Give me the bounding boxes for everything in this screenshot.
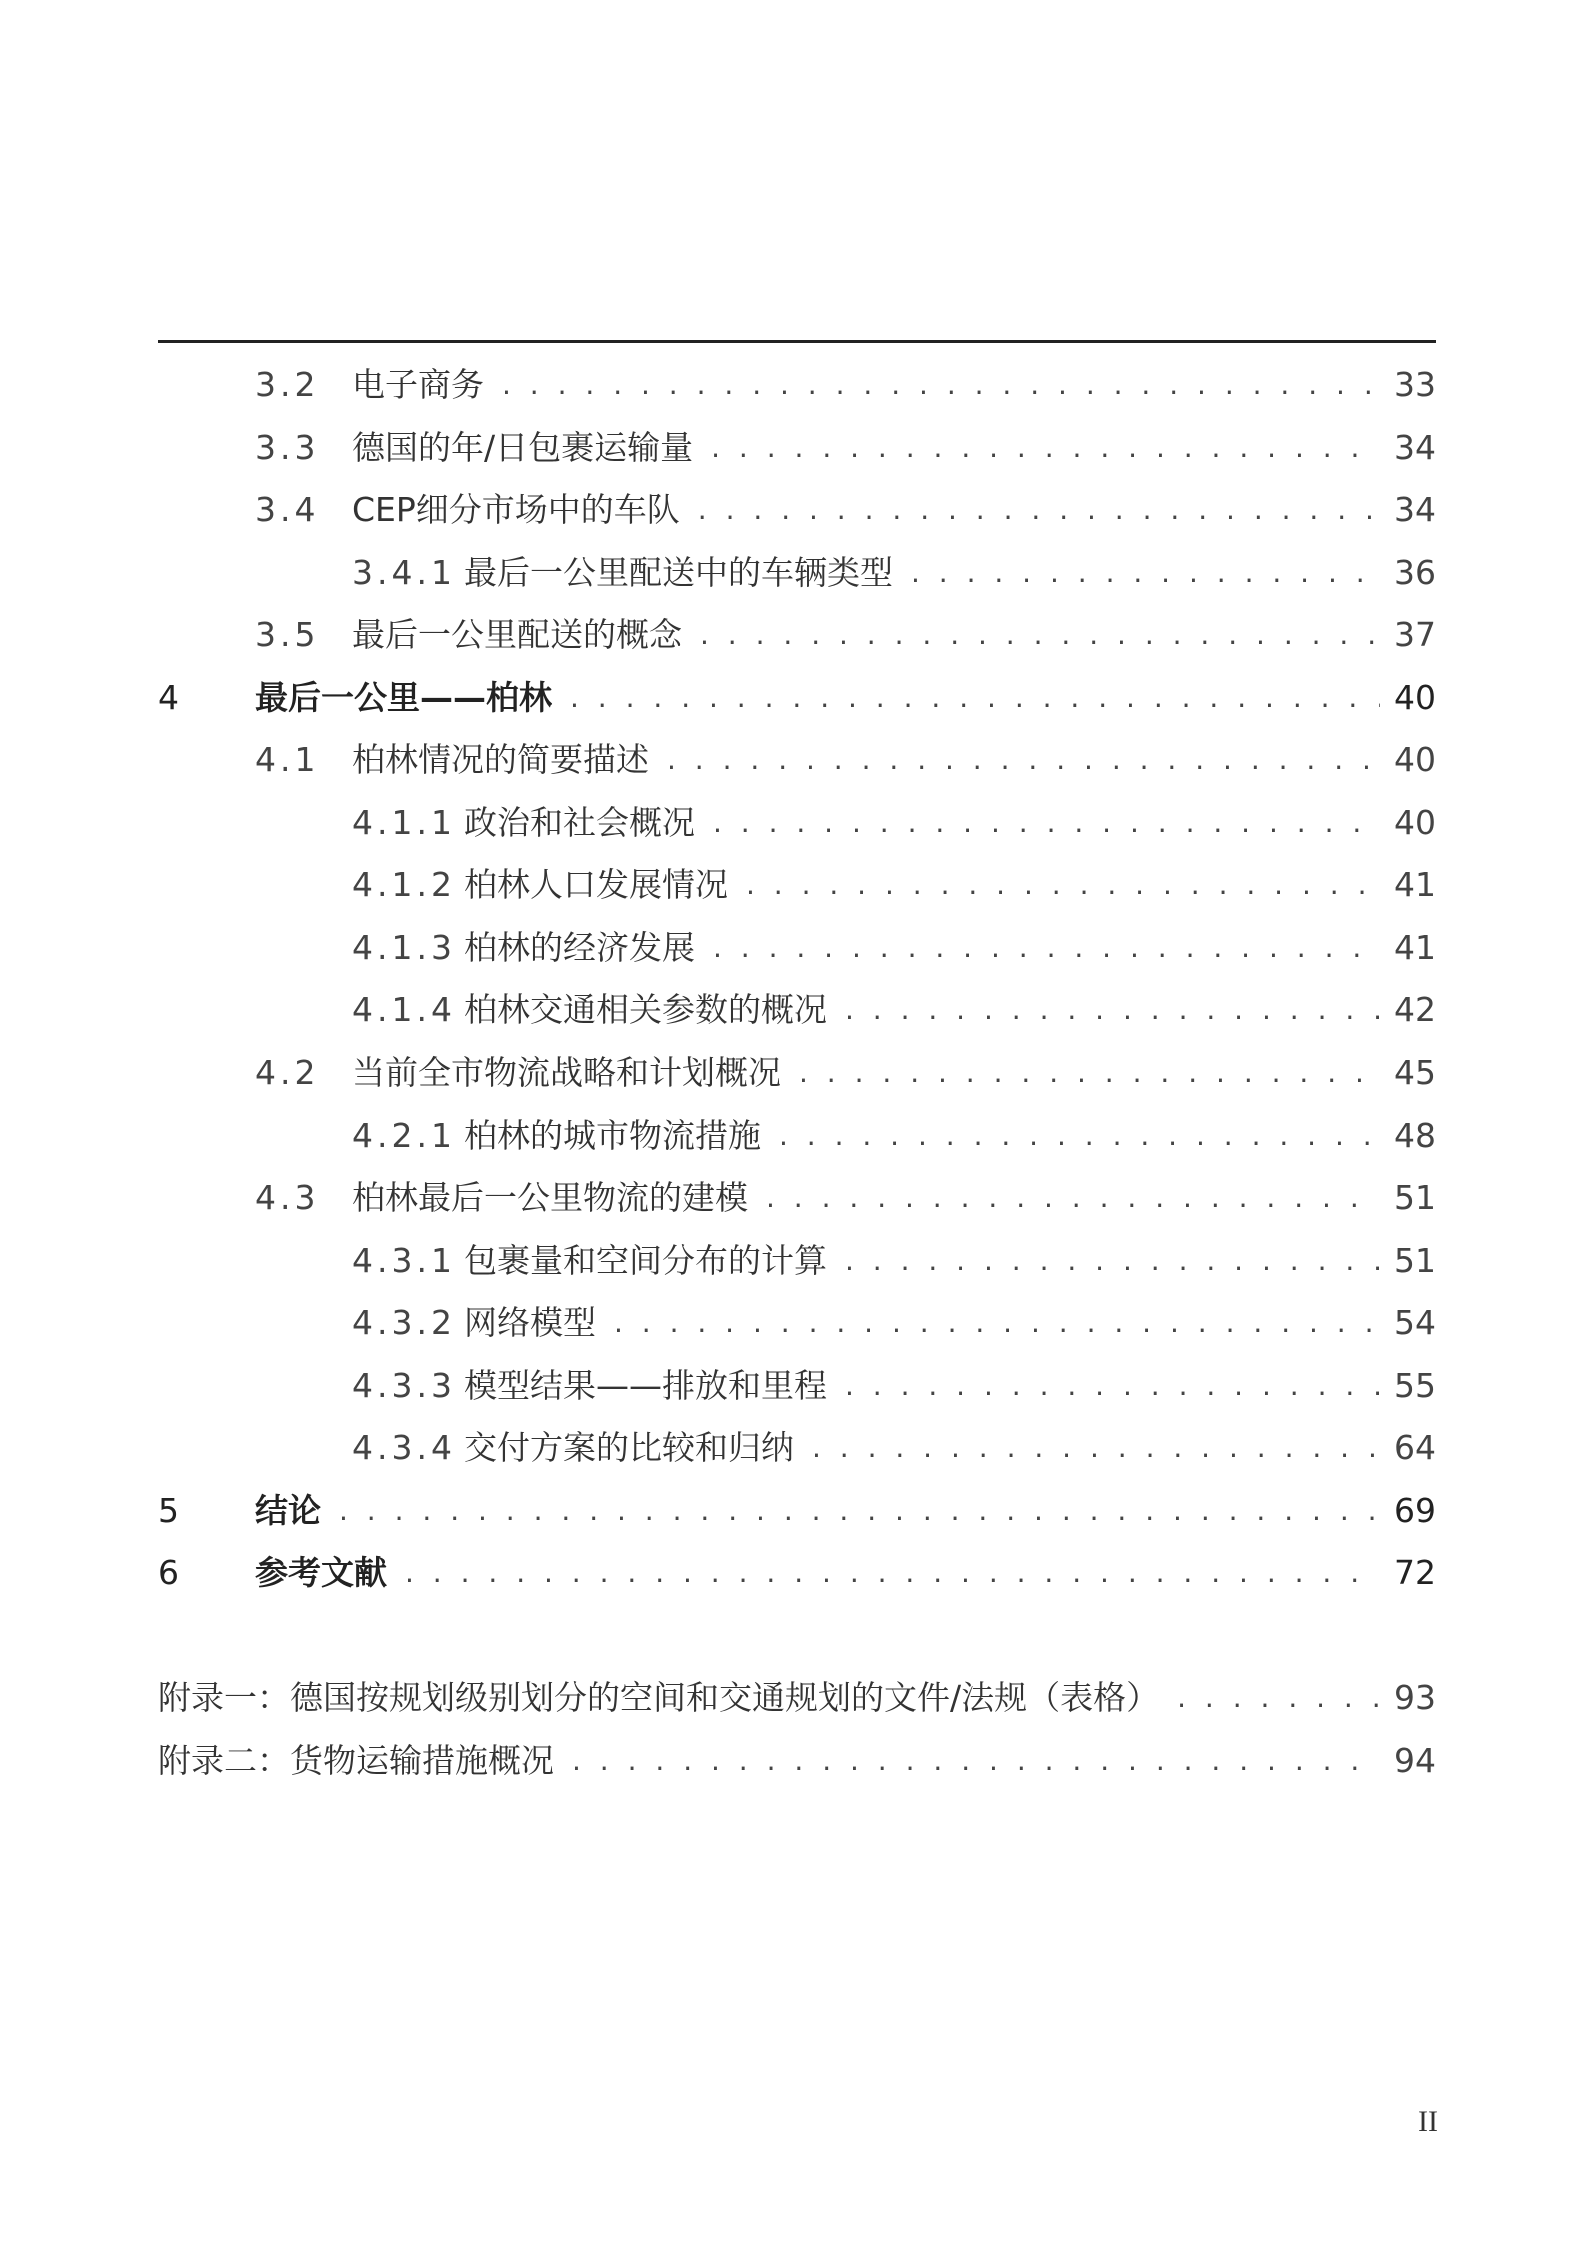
toc-entry-number: 4.1.1 <box>352 803 456 842</box>
toc-appendix[interactable] <box>158 1673 1436 1723</box>
dot-leader <box>667 735 1380 785</box>
toc-entry[interactable] <box>158 485 1436 535</box>
dot-leader <box>711 423 1380 473</box>
toc-entry-number: 4.2.1 <box>352 1116 456 1155</box>
toc-entry-page: 33 <box>1394 365 1436 404</box>
toc-entry[interactable] <box>158 423 1436 473</box>
toc-entry[interactable] <box>158 1173 1436 1223</box>
toc-entry-number: 4.1.4 <box>352 990 456 1029</box>
dot-leader <box>1177 1673 1380 1723</box>
toc-entry[interactable] <box>158 1423 1436 1473</box>
toc-entry[interactable] <box>158 985 1436 1035</box>
toc-entry-title: 模型结果——排放和里程 <box>463 1366 827 1405</box>
dot-leader <box>812 1423 1380 1473</box>
toc-entry[interactable] <box>158 860 1436 910</box>
toc-entry[interactable] <box>158 360 1436 410</box>
toc-entry-title: CEP细分市场中的车队 <box>352 490 680 529</box>
toc-entry-page: 40 <box>1394 740 1436 779</box>
toc-entry-page: 64 <box>1394 1428 1436 1467</box>
toc-entry-page: 40 <box>1394 678 1436 717</box>
toc-entry-page: 54 <box>1394 1303 1436 1342</box>
top-rule <box>158 340 1436 343</box>
toc-entry-title: 最后一公里配送中的车辆类型 <box>463 553 893 592</box>
dot-leader <box>911 548 1380 598</box>
toc-entry-page: 42 <box>1394 990 1436 1029</box>
toc-appendix-page: 94 <box>1394 1741 1436 1780</box>
dot-leader <box>713 923 1380 973</box>
toc-entry-page: 45 <box>1394 1053 1436 1092</box>
dot-leader <box>502 360 1380 410</box>
toc-entry-page: 69 <box>1394 1491 1436 1530</box>
toc-entry-page: 48 <box>1394 1116 1436 1155</box>
toc-entry-title: 柏林最后一公里物流的建模 <box>352 1178 748 1217</box>
toc-entry-page: 51 <box>1394 1178 1436 1217</box>
toc-entry-number: 5 <box>158 1491 179 1530</box>
toc-entry-title: 最后一公里——柏林 <box>255 678 552 717</box>
dot-leader <box>845 1236 1380 1286</box>
toc-entry-title: 最后一公里配送的概念 <box>352 615 682 654</box>
toc-entry-number: 4.1 <box>255 740 320 779</box>
toc-entry-number: 4.3.1 <box>352 1241 456 1280</box>
toc-entry[interactable] <box>158 1361 1436 1411</box>
toc-entry[interactable] <box>158 1048 1436 1098</box>
dot-leader <box>713 798 1380 848</box>
toc-entry-number: 4.3.4 <box>352 1428 456 1467</box>
toc-entry-title: 柏林交通相关参数的概况 <box>463 990 827 1029</box>
toc-appendix[interactable] <box>158 1736 1436 1786</box>
page-number: II <box>1418 2105 1438 2138</box>
toc-entry-title: 交付方案的比较和归纳 <box>463 1428 794 1467</box>
dot-leader <box>746 860 1380 910</box>
toc-entry-title: 柏林人口发展情况 <box>463 865 728 904</box>
toc-entry-number: 3.5 <box>255 615 320 654</box>
toc-entry-number: 3.3 <box>255 428 320 467</box>
toc-chapter[interactable] <box>158 1548 1436 1598</box>
toc-appendix-page: 93 <box>1394 1678 1436 1717</box>
toc-entry-number: 4.2 <box>255 1053 320 1092</box>
dot-leader <box>698 485 1380 535</box>
toc-entry-title: 柏林情况的简要描述 <box>352 740 649 779</box>
toc-entry-title: 电子商务 <box>352 365 484 404</box>
toc-entry-number: 3.4.1 <box>352 553 456 592</box>
toc-entry-title: 参考文献 <box>255 1553 387 1592</box>
toc-entry[interactable] <box>158 923 1436 973</box>
toc-chapter[interactable] <box>158 1486 1436 1536</box>
toc-entry-title: 政治和社会概况 <box>463 803 695 842</box>
dot-leader <box>845 1361 1380 1411</box>
toc-entry-number: 3.4 <box>255 490 320 529</box>
dot-leader <box>845 985 1380 1035</box>
toc-entry-page: 37 <box>1394 615 1436 654</box>
toc-entry-title: 网络模型 <box>463 1303 596 1342</box>
toc-appendix-title: 附录二：货物运输措施概况 <box>158 1741 554 1780</box>
toc-entry[interactable] <box>158 1298 1436 1348</box>
toc-entry[interactable] <box>158 610 1436 660</box>
toc-entry-number: 4.3 <box>255 1178 320 1217</box>
toc-entry[interactable] <box>158 735 1436 785</box>
toc-entry-page: 36 <box>1394 553 1436 592</box>
toc-entry-title: 柏林的经济发展 <box>463 928 695 967</box>
toc-entry-title: 结论 <box>255 1491 321 1530</box>
toc-entry-page: 41 <box>1394 928 1436 967</box>
dot-leader <box>339 1486 1380 1536</box>
toc-entry-title: 柏林的城市物流措施 <box>463 1116 761 1155</box>
dot-leader <box>700 610 1380 660</box>
toc-entry[interactable] <box>158 1111 1436 1161</box>
dot-leader <box>405 1548 1380 1598</box>
toc-entry-number: 4.1.2 <box>352 865 456 904</box>
toc-entry-page: 41 <box>1394 865 1436 904</box>
dot-leader <box>799 1048 1380 1098</box>
dot-leader <box>779 1111 1380 1161</box>
dot-leader <box>766 1173 1380 1223</box>
toc-entry-page: 34 <box>1394 428 1436 467</box>
toc-entry[interactable] <box>158 798 1436 848</box>
toc-entry[interactable] <box>158 548 1436 598</box>
toc-entry-number: 4 <box>158 678 179 717</box>
dot-leader <box>572 1736 1380 1786</box>
toc-entry-number: 4.1.3 <box>352 928 456 967</box>
toc-entry-title: 包裹量和空间分布的计算 <box>463 1241 827 1280</box>
dot-leader <box>614 1298 1380 1348</box>
toc-entry-number: 3.2 <box>255 365 320 404</box>
dot-leader <box>570 673 1380 723</box>
toc-entry-title: 德国的年/日包裹运输量 <box>352 428 694 467</box>
toc-entry-page: 51 <box>1394 1241 1436 1280</box>
toc-entry-page: 40 <box>1394 803 1436 842</box>
toc-entry-title: 当前全市物流战略和计划概况 <box>352 1053 781 1092</box>
toc-entry-number: 6 <box>158 1553 179 1592</box>
toc-entry-number: 4.3.2 <box>352 1303 456 1342</box>
toc-entry-page: 34 <box>1394 490 1436 529</box>
toc-chapter[interactable] <box>158 673 1436 723</box>
toc-entry-page: 72 <box>1394 1553 1436 1592</box>
toc-entry-number: 4.3.3 <box>352 1366 456 1405</box>
toc-appendix-title: 附录一：德国按规划级别划分的空间和交通规划的文件/法规（表格） <box>158 1678 1160 1717</box>
toc-entry-page: 55 <box>1394 1366 1436 1405</box>
toc-entry[interactable] <box>158 1236 1436 1286</box>
